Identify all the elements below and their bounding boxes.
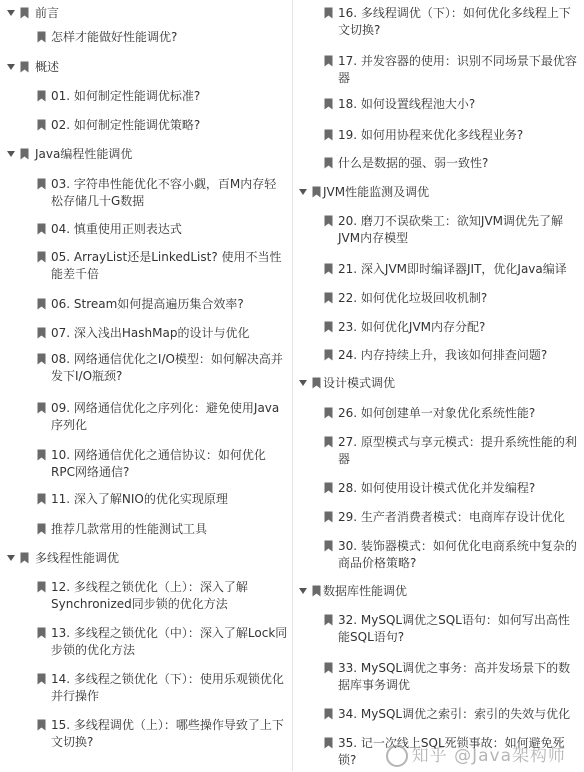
- toc-section-overview[interactable]: [0, 58, 292, 78]
- item-label: 12. 多线程之锁优化（上）：深入了解Synchronized同步锁的优化方法: [51, 580, 248, 611]
- toc-item[interactable]: [0, 624, 292, 662]
- toc-item[interactable]: [293, 126, 584, 146]
- toc-item[interactable]: [0, 175, 292, 213]
- item-label: 06. Stream如何提高遍历集合效率?: [51, 297, 244, 311]
- bookmark-icon: [20, 148, 29, 160]
- item-label: 14. 多线程之锁优化（下）：使用乐观锁优化并行操作: [51, 672, 284, 703]
- toc-section-jvm[interactable]: [293, 183, 584, 203]
- bookmark-icon: [324, 662, 333, 674]
- item-label: 07. 深入浅出HashMap的设计与优化: [51, 326, 250, 340]
- collapse-triangle-icon[interactable]: [7, 151, 15, 157]
- toc-item[interactable]: [0, 116, 292, 136]
- item-label: 10. 网络通信优化之通信协议：如何优化RPC网络通信?: [51, 448, 266, 479]
- collapse-triangle-icon[interactable]: [299, 189, 307, 195]
- bookmark-icon: [324, 436, 333, 448]
- item-label: 08. 网络通信优化之I/O模型：如何解决高并发下I/O瓶颈?: [51, 352, 283, 383]
- collapse-triangle-icon[interactable]: [299, 380, 307, 386]
- bookmark-icon: [324, 98, 333, 110]
- toc-item[interactable]: [0, 295, 292, 315]
- item-label: 04. 慎重使用正则表达式: [51, 222, 182, 236]
- collapse-triangle-icon[interactable]: [299, 588, 307, 594]
- bookmark-icon: [37, 627, 46, 639]
- bookmark-icon: [324, 321, 333, 333]
- bookmark-icon: [324, 263, 333, 275]
- bookmark-icon: [37, 119, 46, 131]
- toc-item[interactable]: [0, 578, 292, 616]
- item-label: 22. 如何优化垃圾回收机制?: [338, 291, 488, 305]
- item-label: 33. MySQL调优之事务：高并发场景下的数据库事务调优: [338, 661, 571, 692]
- toc-item[interactable]: [0, 520, 292, 540]
- toc-item[interactable]: [293, 154, 584, 174]
- bookmark-icon: [312, 186, 321, 198]
- item-label: 01. 如何制定性能调优标准?: [51, 89, 201, 103]
- toc-item[interactable]: [293, 4, 584, 42]
- toc-item[interactable]: [293, 318, 584, 338]
- item-label: 03. 字符串性能优化不容小觑，百M内存轻松存储几十G数据: [51, 177, 277, 208]
- bookmark-icon: [37, 449, 46, 461]
- bookmark-icon: [37, 402, 46, 414]
- bookmark-icon: [324, 292, 333, 304]
- item-label: 26. 如何创建单一对象优化系统性能?: [338, 406, 536, 420]
- bookmark-icon: [37, 327, 46, 339]
- item-label: 34. MySQL调优之索引：索引的失效与优化: [338, 707, 571, 721]
- watermark: [386, 741, 566, 767]
- toc-item[interactable]: [293, 289, 584, 309]
- toc-item[interactable]: [293, 433, 584, 471]
- item-label: 02. 如何制定性能调优策略?: [51, 118, 201, 132]
- toc-section-preface[interactable]: [0, 4, 292, 24]
- bookmark-icon: [312, 585, 321, 597]
- item-label: 21. 深入JVM即时编译器JIT，优化Java编译: [338, 262, 567, 276]
- bookmark-icon: [37, 223, 46, 235]
- bookmark-icon: [37, 251, 46, 263]
- item-label: 09. 网络通信优化之序列化：避免使用Java序列化: [51, 401, 280, 432]
- item-label: 怎样才能做好性能调优?: [51, 30, 178, 44]
- toc-item[interactable]: [293, 659, 584, 697]
- item-label: 什么是数据的强、弱一致性?: [338, 156, 489, 170]
- toc-item[interactable]: [293, 705, 584, 725]
- bookmark-icon: [324, 407, 333, 419]
- section-label: Java编程性能调优: [35, 147, 133, 161]
- item-label: 13. 多线程之锁优化（中）：深入了解Lock同步锁的优化方法: [51, 626, 288, 657]
- bookmark-icon: [324, 540, 333, 552]
- bookmark-icon: [37, 719, 46, 731]
- section-label: 概述: [35, 60, 60, 74]
- toc-item[interactable]: [0, 220, 292, 240]
- toc-item[interactable]: [0, 28, 292, 48]
- watermark-text: 知乎 @Java架构师: [411, 746, 566, 766]
- item-label: 05. ArrayList还是LinkedList? 使用不当性能差千倍: [51, 250, 282, 281]
- bookmark-icon: [324, 482, 333, 494]
- toc-item[interactable]: [293, 95, 584, 115]
- item-label: 11. 深入了解NIO的优化实现原理: [51, 492, 228, 506]
- item-label: 19. 如何用协程来优化多线程业务?: [338, 128, 524, 142]
- toc-item[interactable]: [0, 670, 292, 708]
- bookmark-icon: [324, 737, 333, 749]
- section-label: 多线程性能调优: [35, 551, 120, 565]
- bookmark-icon: [37, 298, 46, 310]
- collapse-triangle-icon[interactable]: [7, 10, 15, 16]
- toc-item[interactable]: [0, 324, 292, 344]
- bookmark-icon: [37, 178, 46, 190]
- bookmark-icon: [324, 349, 333, 361]
- toc-item[interactable]: [0, 446, 292, 484]
- bookmark-icon: [37, 353, 46, 365]
- toc-section-java[interactable]: [0, 145, 292, 165]
- toc-item[interactable]: [0, 490, 292, 510]
- item-label: 28. 如何使用设计模式优化并发编程?: [338, 481, 536, 495]
- toc-item[interactable]: [0, 399, 292, 437]
- bookmark-icon: [312, 377, 321, 389]
- bookmark-icon: [20, 7, 29, 19]
- toc-item[interactable]: [0, 87, 292, 107]
- section-label: 设计模式调优: [323, 376, 396, 390]
- bookmark-icon: [324, 511, 333, 523]
- bookmark-icon: [324, 157, 333, 169]
- item-label: 推荐几款常用的性能测试工具: [51, 522, 208, 536]
- item-label: 32. MySQL调优之SQL语句：如何写出高性能SQL语句?: [338, 613, 570, 644]
- toc-item[interactable]: [293, 346, 584, 366]
- bookmark-icon: [20, 552, 29, 564]
- bookmark-icon: [324, 7, 333, 19]
- toc-item[interactable]: [0, 716, 292, 754]
- bookmark-icon: [37, 673, 46, 685]
- toc-item[interactable]: [293, 479, 584, 499]
- item-label: 30. 装饰器模式：如何优化电商系统中复杂的商品价格策略?: [338, 539, 577, 570]
- toc-item[interactable]: [293, 52, 584, 90]
- item-label: 16. 多线程调优（下）：如何优化多线程上下文切换?: [338, 6, 571, 37]
- bookmark-icon: [324, 215, 333, 227]
- item-label: 15. 多线程调优（上）：哪些操作导致了上下文切换?: [51, 718, 284, 749]
- bookmark-icon: [37, 493, 46, 505]
- zhihu-logo-icon: [386, 745, 408, 767]
- bookmark-icon: [37, 523, 46, 535]
- section-label: 前言: [35, 6, 60, 20]
- toc-item[interactable]: [293, 212, 584, 250]
- section-label: 数据库性能调优: [323, 584, 408, 598]
- collapse-triangle-icon[interactable]: [7, 555, 15, 561]
- toc-item[interactable]: [293, 404, 584, 424]
- bookmark-icon: [324, 614, 333, 626]
- toc-section-db[interactable]: [293, 582, 584, 602]
- toc-section-design[interactable]: [293, 374, 584, 394]
- item-label: 27. 原型模式与享元模式：提升系统性能的利器: [338, 435, 577, 466]
- toc-item[interactable]: [293, 508, 584, 528]
- item-label: 17. 并发容器的使用：识别不同场景下最优容器: [338, 54, 577, 85]
- bookmark-icon: [37, 90, 46, 102]
- toc-item[interactable]: [0, 350, 292, 388]
- toc-section-multithread[interactable]: [0, 549, 292, 569]
- toc-item[interactable]: [293, 260, 584, 280]
- item-label: 18. 如何设置线程池大小?: [338, 97, 476, 111]
- item-label: 23. 如何优化JVM内存分配?: [338, 320, 486, 334]
- toc-item[interactable]: [293, 537, 584, 575]
- section-label: JVM性能监测及调优: [323, 185, 430, 199]
- bookmark-icon: [37, 31, 46, 43]
- item-label: 35. 记一次线上SQL死锁事故：如何避免死锁?: [338, 736, 565, 767]
- bookmark-icon: [37, 581, 46, 593]
- bookmark-icon: [20, 61, 29, 73]
- toc-item[interactable]: [0, 248, 292, 286]
- bookmark-icon: [324, 129, 333, 141]
- bookmark-icon: [324, 55, 333, 67]
- item-label: 29. 生产者消费者模式：电商库存设计优化: [338, 510, 565, 524]
- toc-item[interactable]: [293, 611, 584, 649]
- bookmark-icon: [324, 708, 333, 720]
- item-label: 20. 磨刀不误砍柴工：欲知JVM调优先了解JVM内存模型: [338, 214, 564, 245]
- item-label: 24. 内存持续上升，我该如何排查问题?: [338, 348, 548, 362]
- collapse-triangle-icon[interactable]: [7, 64, 15, 70]
